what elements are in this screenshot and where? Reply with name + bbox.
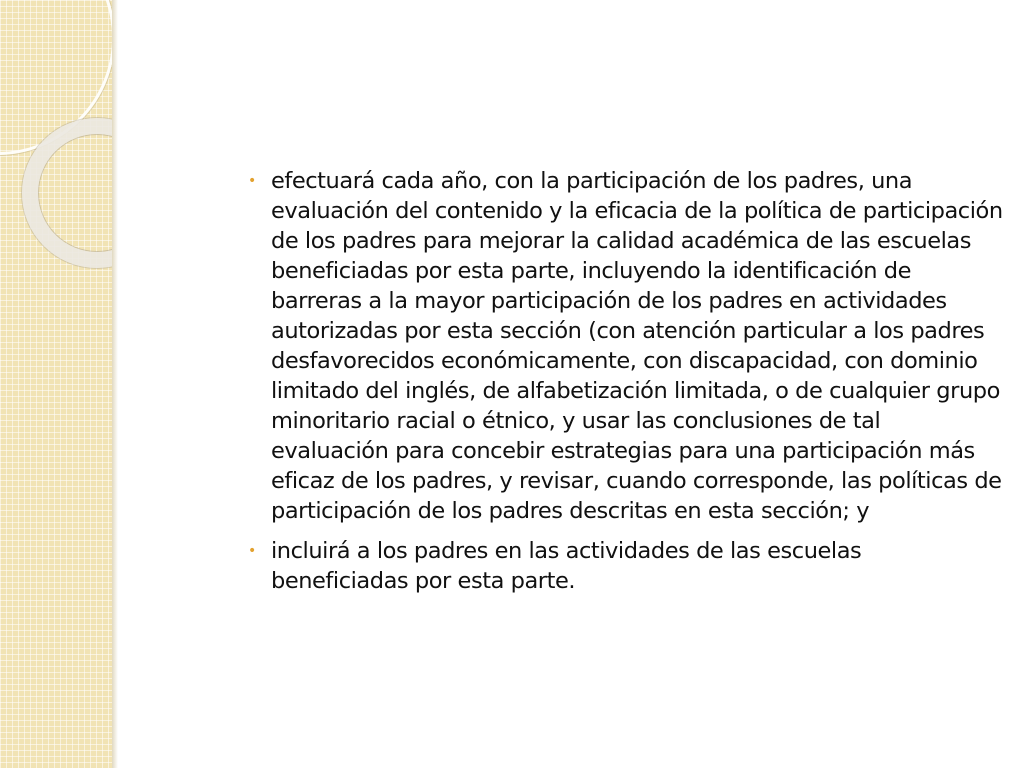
decorative-side-panel bbox=[0, 0, 112, 768]
bullet-dot-icon: • bbox=[248, 543, 256, 559]
side-panel-shadow bbox=[112, 0, 118, 768]
bullet-item-evaluation bbox=[244, 166, 1004, 526]
bullet-item-include-parents bbox=[244, 536, 1004, 596]
bullet-list bbox=[244, 166, 1004, 606]
bullet-dot-icon: • bbox=[248, 173, 256, 189]
bullet-text: efectuará cada año, con la participación de los padres, una evaluación del contenido y la eficacia de la política de participación de los padres para mejorar la calidad académica de las escuelas beneficiadas por esta parte, incluyendo la identificación de barreras a la mayor participación de los padres en actividades autorizadas por esta sección (con atención particular a los padres desfavorecidos económicamente, con discapacidad, con dominio limitado del inglés, de alfabetización limitada, o de cualquier grupo minoritario racial o étnico, y usar las conclusiones de tal evaluación para concebir estrategias para una participación más eficaz de los padres, y revisar, cuando corresponde, las políticas de participación de los padres descritas en esta sección; y bbox=[271, 168, 1003, 524]
bullet-text: incluirá a los padres en las actividades de las escuelas beneficiadas por esta parte. bbox=[271, 538, 862, 594]
